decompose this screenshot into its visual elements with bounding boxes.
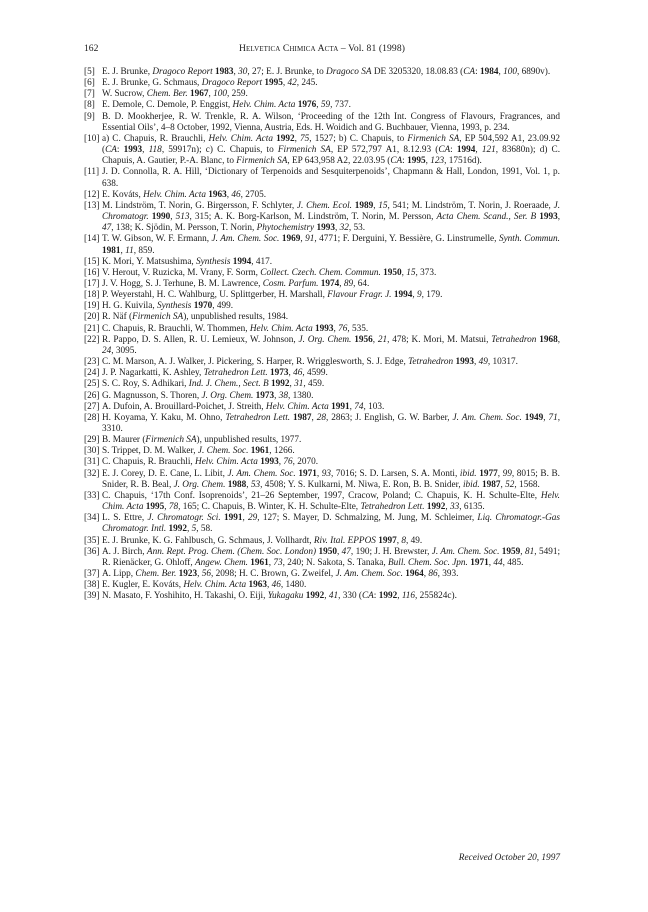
reference-text: P. Weyerstahl, H. C. Wahlburg, U. Splittgerber, H. Marshall, Flavour Fragr. J. 1994, 9, 179. bbox=[102, 290, 443, 301]
reference-number: [15] bbox=[84, 256, 100, 267]
reference-number: [29] bbox=[84, 435, 100, 446]
reference-text: L. S. Ettre, J. Chromatogr. Sci. 1991, 29, 127; S. Mayer, D. Schmalzing, M. Jung, M. Schleimer, Liq. Chromatogr.-Gas Chromatogr. Intl. 1992, 5, 58. bbox=[102, 513, 561, 535]
reference-text: E. Kugler, E. Kováts, Helv. Chim. Acta 1963, 46, 1480. bbox=[102, 580, 307, 591]
reference-number: [10] bbox=[84, 133, 100, 144]
reference-text: J. D. Connolla, R. A. Hill, ‘Dictionary of Terpenoids and Sesquiterpenoids’, Chapmann & Hall, London, 1991, Vol. 1, p. 638. bbox=[102, 167, 560, 189]
reference-text: T. W. Gibson, W. F. Ermann, J. Am. Chem. Soc. 1969, 91, 4771; F. Derguini, Y. Bessière, G. Linstrumelle, Synth. Commun. 1981, 11, 859. bbox=[102, 234, 560, 256]
reference-number: [28] bbox=[84, 412, 100, 423]
reference-item bbox=[84, 279, 560, 290]
reference-number: [23] bbox=[84, 357, 100, 368]
reference-text: C. Chapuis, R. Brauchli, Helv. Chim. Acta 1993, 76, 2070. bbox=[102, 457, 318, 468]
reference-item bbox=[84, 513, 560, 535]
reference-item bbox=[84, 391, 560, 402]
reference-item bbox=[84, 78, 560, 89]
reference-number: [24] bbox=[84, 368, 100, 379]
reference-number: [17] bbox=[84, 278, 100, 289]
reference-text: R. Näf (Firmenich SA), unpublished results, 1984. bbox=[102, 312, 289, 323]
reference-item bbox=[84, 547, 560, 569]
reference-item bbox=[84, 569, 560, 580]
reference-text: G. Magnusson, S. Thoren, J. Org. Chem. 1973, 38, 1380. bbox=[102, 390, 314, 401]
reference-text: E. J. Brunke, G. Schmaus, Dragoco Report 1995, 42, 245. bbox=[102, 78, 318, 89]
reference-item bbox=[84, 335, 560, 357]
reference-item bbox=[84, 357, 560, 368]
reference-number: [11] bbox=[84, 167, 100, 178]
reference-text: B. Maurer (Firmenich SA), unpublished results, 1977. bbox=[102, 435, 302, 446]
reference-number: [6] bbox=[84, 78, 95, 89]
running-header bbox=[84, 43, 560, 57]
reference-text: N. Masato, F. Yoshihito, H. Takashi, O. Eiji, Yukagaku 1992, 41, 330 (CA: 1992, 116, 255824c). bbox=[102, 591, 457, 602]
reference-text: H. G. Kuivila, Synthesis 1970, 499. bbox=[102, 301, 234, 312]
reference-text: C. M. Marson, A. J. Walker, J. Pickering, S. Harper, R. Wrigglesworth, S. J. Edge, Tetrahedron 1993, 49, 10317. bbox=[102, 357, 518, 368]
reference-item bbox=[84, 257, 560, 268]
reference-text: E. J. Brunke, Dragoco Report 1983, 30, 27; E. J. Brunke, to Dragoco SA DE 3205320, 18.08.83 (CA: 1984, 100, 6890v). bbox=[102, 67, 551, 77]
reference-number: [21] bbox=[84, 323, 100, 334]
reference-list bbox=[84, 67, 560, 603]
reference-text: S. Trippet, D. M. Walker, J. Chem. Soc. 1961, 1266. bbox=[102, 446, 295, 457]
reference-number: [22] bbox=[84, 334, 100, 345]
reference-item bbox=[84, 167, 560, 189]
reference-text: E. J. Brunke, K. G. Fahlbusch, G. Schmaus, J. Vollhardt, Riv. Ital. EPPOS 1997, 8, 49. bbox=[102, 535, 423, 546]
reference-number: [36] bbox=[84, 546, 100, 557]
reference-item bbox=[84, 312, 560, 323]
reference-number: [37] bbox=[84, 569, 100, 580]
journal-running-title bbox=[84, 43, 560, 54]
reference-number: [39] bbox=[84, 591, 100, 602]
reference-number: [34] bbox=[84, 513, 100, 524]
reference-number: [38] bbox=[84, 580, 100, 591]
reference-number: [18] bbox=[84, 290, 100, 301]
reference-text: S. C. Roy, S. Adhikari, Ind. J. Chem., Sect. B 1992, 31, 459. bbox=[102, 379, 325, 390]
reference-number: [9] bbox=[84, 111, 95, 122]
reference-item bbox=[84, 368, 560, 379]
reference-text: M. Lindström, T. Norin, G. Birgersson, F. Schlyter, J. Chem. Ecol. 1989, 15, 541; M. Lindström, T. Norin, J. Roeraade, J. Chromatogr. 1990, 513, 315; A. K. Borg-Karlson, M. Lindström, T. Norin, M. Persson, Acta Chem. Scand., Ser. B 1993, 47, 138; K. Sjödin, M. Persson, T. Norin, Phytochemistry 1993, 32, 53. bbox=[102, 200, 561, 234]
reference-item bbox=[84, 67, 560, 78]
journal-volume: – Vol. 81 (1998) bbox=[340, 43, 406, 54]
reference-text: E. Demole, C. Demole, P. Enggist, Helv. Chim. Acta 1976, 59, 737. bbox=[102, 100, 351, 111]
reference-item bbox=[84, 301, 560, 312]
reference-number: [33] bbox=[84, 490, 100, 501]
reference-item bbox=[84, 190, 560, 201]
reference-text: W. Sucrow, Chem. Ber. 1967, 100, 259. bbox=[102, 89, 248, 100]
reference-number: [30] bbox=[84, 446, 100, 457]
reference-item bbox=[84, 268, 560, 279]
reference-number: [13] bbox=[84, 200, 100, 211]
reference-item bbox=[84, 491, 560, 513]
reference-number: [27] bbox=[84, 401, 100, 412]
received-date: Received October 20, 1997 bbox=[458, 853, 560, 863]
page-number: 162 bbox=[84, 43, 99, 54]
reference-number: [19] bbox=[84, 301, 100, 312]
reference-text: J. V. Hogg, S. J. Terhune, B. M. Lawrence, Cosm. Parfum. 1974, 89, 64. bbox=[102, 278, 370, 289]
reference-item bbox=[84, 435, 560, 446]
reference-text: R. Pappo, D. S. Allen, R. U. Lemieux, W. Johnson, J. Org. Chem. 1956, 21, 478; K. Mori, M. Matsui, Tetrahedron 1968, 24, 3095. bbox=[102, 334, 560, 356]
reference-item bbox=[84, 324, 560, 335]
reference-number: [35] bbox=[84, 535, 100, 546]
reference-number: [8] bbox=[84, 100, 95, 111]
reference-number: [14] bbox=[84, 234, 100, 245]
reference-number: [5] bbox=[84, 67, 95, 77]
reference-number: [31] bbox=[84, 457, 100, 468]
reference-text: C. Chapuis, R. Brauchli, W. Thommen, Helv. Chim. Acta 1993, 76, 535. bbox=[102, 323, 369, 334]
reference-item bbox=[84, 89, 560, 100]
reference-item bbox=[84, 201, 560, 234]
reference-text: A. Lipp, Chem. Ber. 1923, 56, 2098; H. C. Brown, G. Zweifel, J. Am. Chem. Soc. 1964, 86, 393. bbox=[102, 569, 459, 580]
journal-name: Helvetica Chimica Acta bbox=[238, 43, 339, 54]
reference-item bbox=[84, 591, 560, 602]
reference-item bbox=[84, 234, 560, 256]
reference-text: a) C. Chapuis, R. Brauchli, Helv. Chim. Acta 1992, 75, 1527; b) C. Chapuis, to Firmenich SA, EP 504,592 A1, 23.09.92 (CA: 1993, 118, 59917n); c) C. Chapuis, to Firmenich SA, EP 572,797 A1, 8.12.93 (CA: 1994, 121, 83680n); d) C. Chapuis, A. Gautier, P.-A. Blanc, to Firmenich SA, EP 643,958 A2, 22.03.95 (CA: 1995, 123, 17516d). bbox=[102, 133, 561, 167]
reference-number: [20] bbox=[84, 312, 100, 323]
reference-item bbox=[84, 469, 560, 491]
reference-item bbox=[84, 379, 560, 390]
reference-text: H. Koyama, Y. Kaku, M. Ohno, Tetrahedron Lett. 1987, 28, 2863; J. English, G. W. Barber, J. Am. Chem. Soc. 1949, 71, 3310. bbox=[102, 412, 561, 434]
reference-item bbox=[84, 290, 560, 301]
reference-number: [32] bbox=[84, 468, 100, 479]
reference-text: J. P. Nagarkatti, K. Ashley, Tetrahedron Lett. 1973, 46, 4599. bbox=[102, 368, 328, 379]
reference-number: [16] bbox=[84, 267, 100, 278]
reference-item bbox=[84, 457, 560, 468]
reference-text: A. J. Birch, Ann. Rept. Prog. Chem. (Chem. Soc. London) 1950, 47, 190; J. H. Brewster, J. Am. Chem. Soc. 1959, 81, 5491; R. Rienäcker, G. Ohloff, Angew. Chem. 1961, 73, 240; N. Sakota, S. Tanaka, Bull. Chem. Soc. Jpn. 1971, 44, 485. bbox=[102, 546, 561, 568]
reference-number: [7] bbox=[84, 89, 95, 100]
reference-text: K. Mori, Y. Matsushima, Synthesis 1994, 417. bbox=[102, 256, 273, 267]
reference-text: B. D. Mookherjee, R. W. Trenkle, R. A. Wilson, ‘Proceeding of the 12th Int. Congress of Flavours, Fragrances, and Essential Oils’, 4–8 October, 1992, Vienna, Austria, Eds. H. Woidich and G. Buchbauer, Vienna, 1993, p. 234. bbox=[102, 111, 560, 133]
reference-number: [12] bbox=[84, 189, 100, 200]
reference-text: C. Chapuis, ‘17th Conf. Isoprenoids’, 21–26 September, 1997, Cracow, Poland; C. Chapuis, K. H. Schulte-Elte, Helv. Chim. Acta 1995, 78, 165; C. Chapuis, B. Winter, K. H. Schulte-Elte, Tetrahedron Lett. 1992, 33, 6135. bbox=[102, 490, 560, 513]
reference-text: V. Herout, V. Ruzicka, M. Vrany, F. Sorm, Collect. Czech. Chem. Commun. 1950, 15, 373. bbox=[102, 267, 437, 278]
reference-text: E. Kováts, Helv. Chim. Acta 1963, 46, 2705. bbox=[102, 189, 267, 200]
reference-number: [26] bbox=[84, 390, 100, 401]
reference-item bbox=[84, 402, 560, 413]
reference-item bbox=[84, 580, 560, 591]
reference-number: [25] bbox=[84, 379, 100, 390]
reference-text: E. J. Corey, D. E. Cane, L. Libit, J. Am. Chem. Soc. 1971, 93, 7016; S. D. Larsen, S. A. Monti, ibid. 1977, 99, 8015; B. B. Snider, R. B. Beal, J. Org. Chem. 1988, 53, 4508; Y. S. Kulkarni, M. Niwa, E. Ron, B. B. Snider, ibid. 1987, 52, 1568. bbox=[102, 468, 560, 490]
reference-item bbox=[84, 134, 560, 167]
reference-item bbox=[84, 100, 560, 111]
reference-item bbox=[84, 536, 560, 547]
reference-item bbox=[84, 112, 560, 134]
reference-item bbox=[84, 413, 560, 435]
reference-text: A. Dufoin, A. Brouillard-Poichet, J. Streith, Helv. Chim. Acta 1991, 74, 103. bbox=[102, 401, 385, 412]
reference-item bbox=[84, 446, 560, 457]
